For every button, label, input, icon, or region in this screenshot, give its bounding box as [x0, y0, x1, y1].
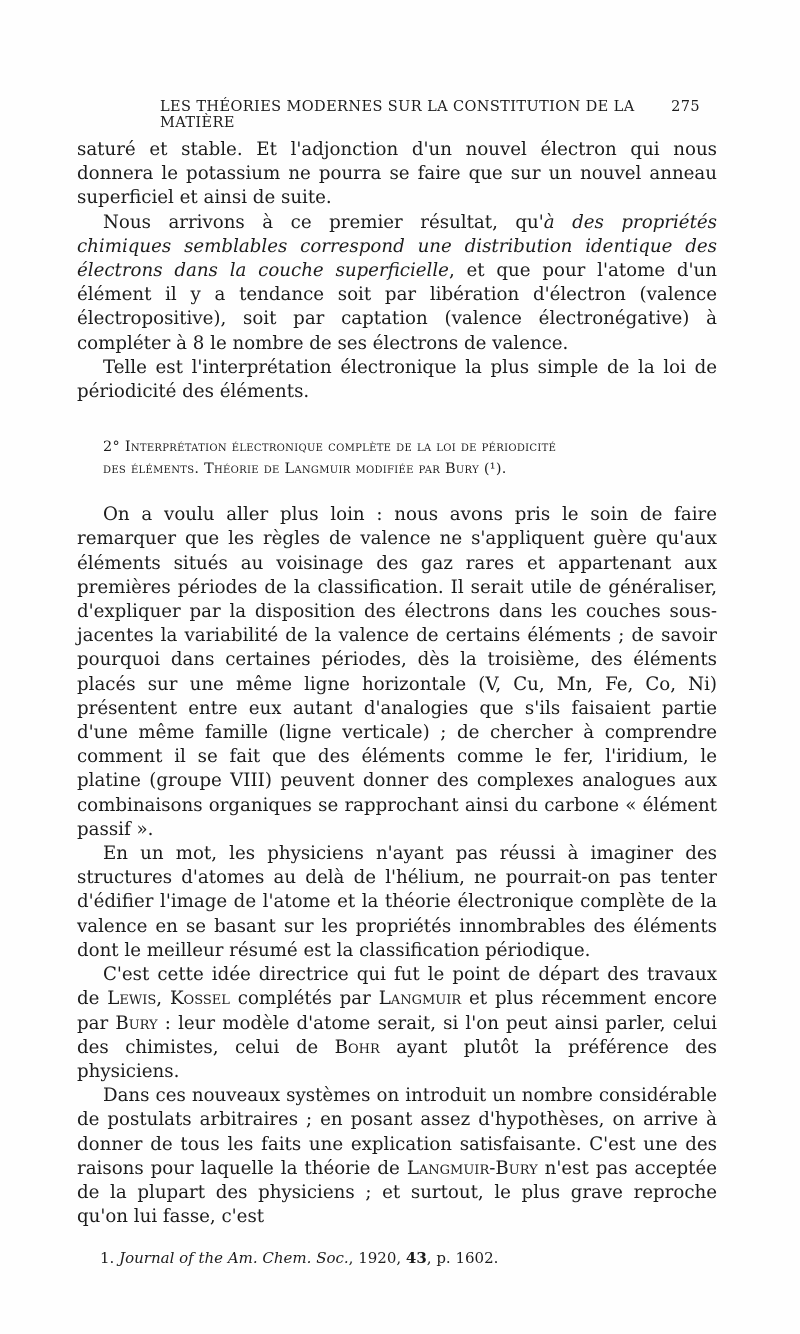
section-footnote-ref: (¹) — [483, 461, 502, 478]
p6-a: C'est cette idée directrice qui fut le point de départ des travaux de — [77, 964, 717, 1010]
p6-b: , — [156, 988, 170, 1010]
running-header — [160, 99, 700, 131]
p6-f: ayant plutôt la préférence des physiciens. — [77, 1036, 717, 1082]
page-number: 275 — [671, 99, 700, 115]
p6-c: complétés par — [229, 988, 379, 1010]
paragraph-6 — [77, 963, 717, 1084]
p6-e: : leur modèle d'atome serait, si l'on peut ainsi parler, celui des chimistes, celui de — [77, 1012, 717, 1058]
section-number: 2° — [103, 439, 120, 456]
section-title-line2: des éléments. Théorie de Langmuir modifiée par Bury — [103, 461, 479, 478]
paragraph-2 — [77, 211, 717, 356]
footnote-year: , 1920, — [348, 1249, 406, 1267]
name-langmuir-bury: Langmuir-Bury — [406, 1157, 538, 1179]
paragraph-1: saturé et stable. Et l'adjonction d'un nouvel électron qui nous donnera le potassium ne pourra se faire que sur un nouvel anneau superficiel et ainsi de suite. — [77, 139, 717, 209]
footnote-page: , p. 1602. — [426, 1249, 499, 1267]
p7-b: n'est pas acceptée de la plupart des physiciens ; et surtout, le plus grave reproche qu'on lui fasse, c'est — [77, 1157, 717, 1228]
name-langmuir: Langmuir — [378, 988, 462, 1010]
name-lewis: Lewis — [107, 988, 157, 1010]
section-title-line1: Interprétation électronique complète de la loi de périodicité — [124, 439, 557, 456]
section-end: . — [501, 461, 507, 478]
name-bury: Bury — [115, 1012, 158, 1034]
p2-emphasis: à des propriétés chimiques semblables correspond une distribution identique des électrons dans la couche superficielle — [77, 211, 717, 282]
p2-tail: , et que pour l'atome d'un élément il y a tendance soit par libération d'électron (valence électropositive), soit par captation (valence électronégative) à compléter à 8 le nombre de ses électrons de valence. — [77, 260, 717, 354]
running-title: LES THÉORIES MODERNES SUR LA CONSTITUTION DE LA MATIÈRE — [160, 99, 635, 131]
paragraph-4: On a voulu aller plus loin : nous avons pris le soin de faire remarquer que les règles de valence ne s'appliquent guère qu'aux éléments situés au voisinage des gaz rares et appartenant aux premières périodes de la classification. Il serait utile de généraliser, d'expliquer par la disposition des électrons dans les couches sous-jacentes la variabilité de la valence de certains éléments ; de savoir pourquoi dans certaines périodes, dès la troisième, des éléments placés sur une même ligne horizontale (V, Cu, Mn, Fe, Co, Ni) présentent entre eux autant d'analogies que s'ils faisaient partie d'une même famille (ligne verticale) ; de chercher à comprendre comment il se fait que des éléments comme le fer, l'iridium, le platine (groupe VIII) peuvent donner des complexes analogues aux combinaisons organiques se rapprochant ainsi du carbone « élément passif ». — [77, 504, 717, 840]
name-kossel: Kossel — [169, 988, 230, 1010]
p2-lead: Nous arrivons à ce premier résultat, qu' — [103, 211, 544, 233]
p7-a: Dans ces nouveaux systèmes on introduit un nombre considérable de postulats arbitraires ; en posant assez d'hypothèses, on arrive à donner de tous les faits une explication satisfaisante. C'est une des raisons pour laquelle la théorie de — [77, 1085, 717, 1179]
footnote-number: 1. — [100, 1249, 115, 1267]
footnote — [100, 1248, 700, 1268]
body-text — [77, 138, 717, 1229]
paragraph-3: Telle est l'interprétation électronique la plus simple de la loi de périodicité des éléments. — [77, 356, 717, 403]
section-heading — [77, 436, 717, 480]
paragraph-5: En un mot, les physiciens n'ayant pas réussi à imaginer des structures d'atomes au delà de l'hélium, ne pourrait-on pas tenter d'édifier l'image de l'atome et la théorie électronique complète de la valence en se basant sur les propriétés innombrables des éléments dont le meilleur résumé est la classification périodique. — [77, 843, 717, 961]
footnote-journal: Journal of the Am. Chem. Soc. — [119, 1249, 349, 1267]
name-bohr: Bohr — [334, 1036, 380, 1058]
footnote-volume: 43 — [405, 1249, 427, 1267]
paragraph-7 — [77, 1084, 717, 1229]
p6-d: et plus récemment encore par — [77, 988, 717, 1034]
